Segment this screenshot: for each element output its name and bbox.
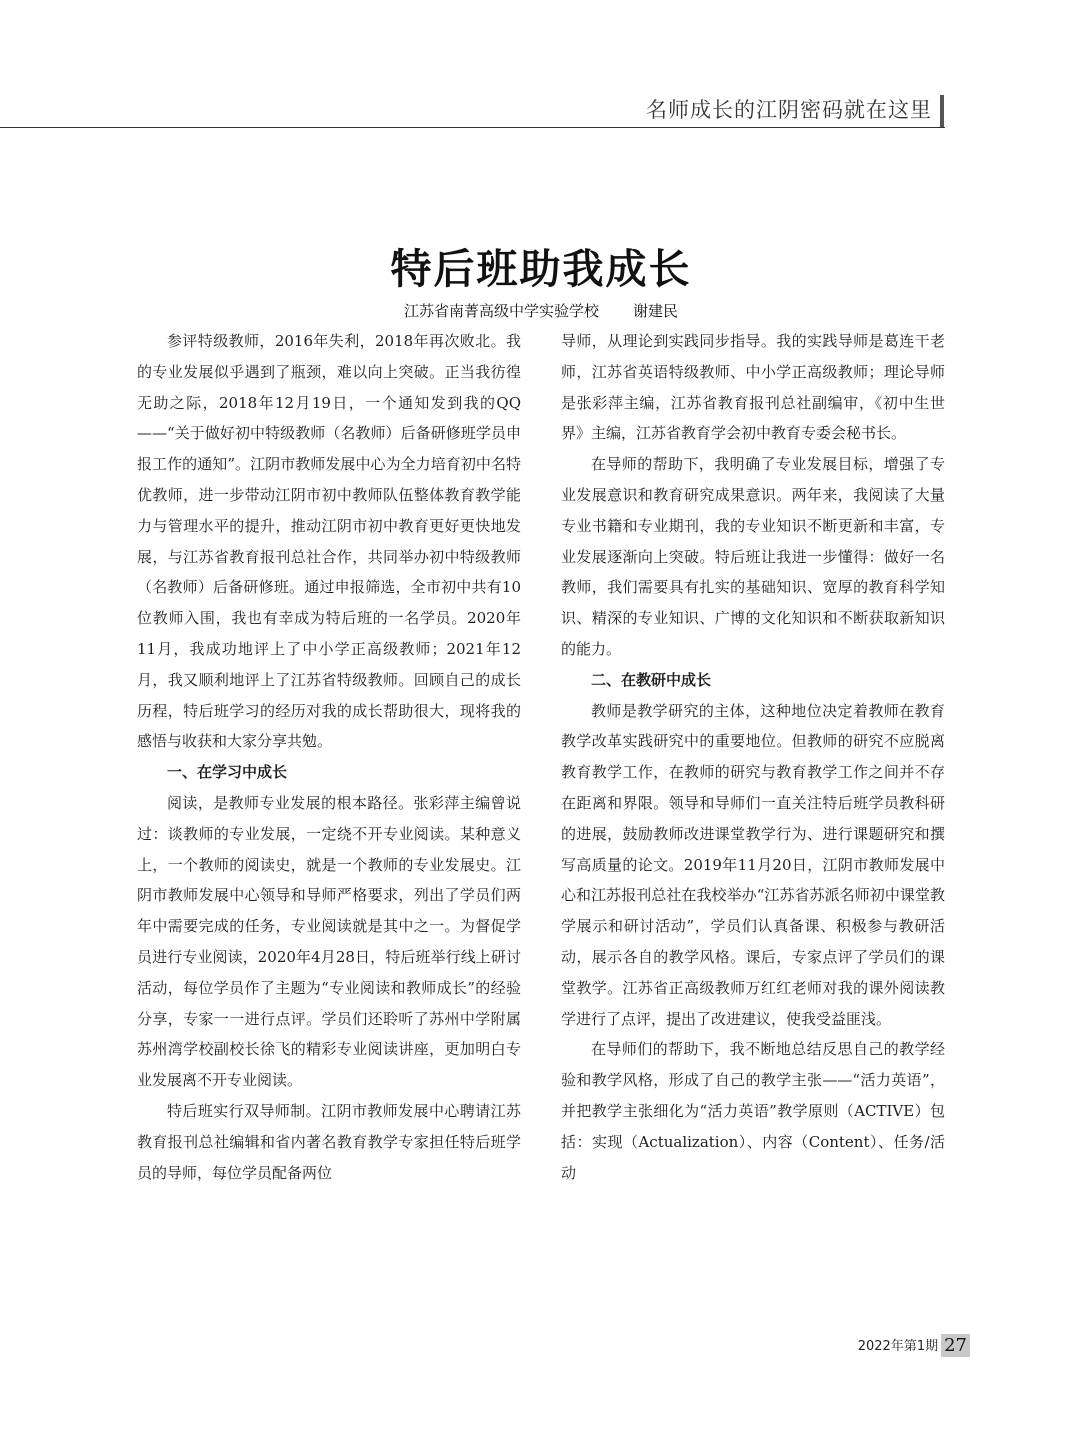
author-name: 谢建民 — [633, 302, 679, 320]
body-paragraph: 在导师们的帮助下，我不断地总结反思自己的教学经验和教学风格，形成了自己的教学主张——“活力英语”，并把教学主张细化为“活力英语”教学原则（ACTIVE）包括：实现（Actualization）、内容（Content）、任务/活动 — [561, 1040, 945, 1182]
article-title: 特后班助我成长 — [390, 245, 692, 293]
right-column — [561, 326, 945, 1188]
section-heading: 一、在学习中成长 — [167, 763, 288, 782]
byline — [0, 300, 1082, 321]
running-header: 名师成长的江阴密码就在这里 — [646, 98, 932, 122]
body-paragraph: 参评特级教师，2016年失利，2018年再次败北。我的专业发展似乎遇到了瓶颈，难以向上突破。正当我彷徨无助之际，2018年12月19日，一个通知发到我的QQ——“关于做好初中特级教师（名教师）后备研修班学员申报工作的通知”。江阴市教师发展中心为全力培育初中名特优教师，进一步带动江阴市初中教师队伍整体教育教学能力与管理水平的提升，推动江阴市初中教育更好更快地发展，与江苏省教育报刊总社合作，共同举办初中特级教师（名教师）后备研修班。通过申报筛选，全市初中共有10位教师入围，我也有幸成为特后班的一名学员。2020年11月，我成功地评上了中小学正高级教师；2021年12月，我又顺利地评上了江苏省特级教师。回顾自己的成长历程，特后班学习的经历对我的成长帮助很大，现将我的感悟与收获和大家分享共勉。 — [137, 332, 521, 751]
header-accent-bar — [940, 95, 944, 127]
left-column — [137, 326, 521, 1188]
body-paragraph: 教师是教学研究的主体，这种地位决定着教师在教育教学改革实践研究中的重要地位。但教师的研究不应脱离教育教学工作，在教师的研究与教育教学工作之间并不存在距离和界限。领导和导师们一直关注特后班学员教科研的进展，鼓励教师改进课堂教学行为、进行课题研究和撰写高质量的论文。2019年11月20日，江阴市教师发展中心和江苏报刊总社在我校举办“江苏省苏派名师初中课堂教学展示和研讨活动”，学员们认真备课、积极参与教研活动，展示各自的教学风格。课后，专家点评了学员们的课堂教学。江苏省正高级教师万红红老师对我的课外阅读教学进行了点评，提出了改进建议，使我受益匪浅。 — [561, 701, 945, 1028]
body-paragraph: 在导师的帮助下，我明确了专业发展目标，增强了专业发展意识和教育研究成果意识。两年来，我阅读了大量专业书籍和专业期刊，我的专业知识不断更新和丰富，专业发展逐渐向上突破。特后班让我进一步懂得：做好一名教师，我们需要具有扎实的基础知识、宽厚的教育科学知识、精深的专业知识、广博的文化知识和不断获取新知识的能力。 — [561, 455, 945, 658]
header-divider — [0, 127, 945, 128]
issue-label: 2022年第1期 — [857, 1339, 939, 1354]
body-paragraph: 导师，从理论到实践同步指导。我的实践导师是葛连干老师，江苏省英语特级教师、中小学正高级教师；理论导师是张彩萍主编，江苏省教育报刊总社副编审，《初中生世界》主编，江苏省教育学会初中教育专委会秘书长。 — [561, 332, 945, 443]
page-footer — [858, 1331, 970, 1357]
author-school: 江苏省南菁高级中学实验学校 — [403, 302, 599, 320]
body-paragraph: 阅读，是教师专业发展的根本路径。张彩萍主编曾说过：谈教师的专业发展，一定绕不开专业阅读。某种意义上，一个教师的阅读史，就是一个教师的专业发展史。江阴市教师发展中心领导和导师严格要求，列出了学员们两年中需要完成的任务，专业阅读就是其中之一。为督促学员进行专业阅读，2020年4月28日，特后班举行线上研讨活动，每位学员作了主题为“专业阅读和教师成长”的经验分享，专家一一进行点评。学员们还聆听了苏州中学附属苏州湾学校副校长徐飞的精彩专业阅读讲座，更加明白专业发展离不开专业阅读。 — [137, 793, 521, 1090]
section-heading: 二、在教研中成长 — [591, 670, 712, 689]
page-number: 27 — [941, 1334, 970, 1357]
body-paragraph: 特后班实行双导师制。江阴市教师发展中心聘请江苏教育报刊总社编辑和省内著名教育教学专家担任特后班学员的导师，每位学员配备两位 — [137, 1101, 521, 1182]
